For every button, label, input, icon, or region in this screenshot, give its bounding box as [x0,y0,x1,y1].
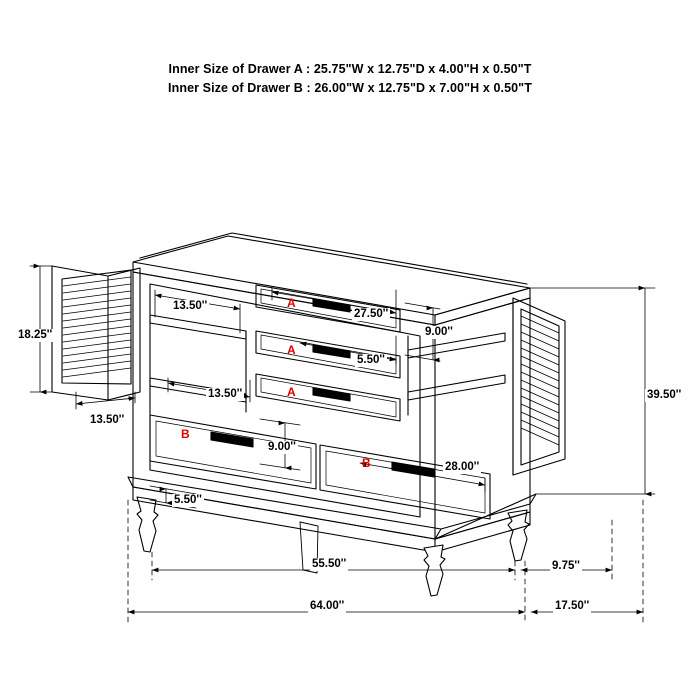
dim-left-door-depth: 13.50'' [90,414,125,426]
right-door-louvers [521,316,559,445]
dim-right-shelf-height: 9.00'' [425,326,453,338]
dim-right-leg-width: 9.75'' [552,560,580,572]
drawer-a-2-handle [313,345,350,358]
left-upper-shelf [150,315,246,339]
dim-drawer-b-height: 9.00'' [268,441,296,453]
dim-left-door-height: 18.25'' [18,329,53,341]
right-lower-shelf [408,375,505,400]
base-moulding-top [128,477,441,539]
dim-overall-width: 64.00'' [310,600,345,612]
inner-size-drawer-b-text: Inner Size of Drawer B : 26.00"W x 12.75"D x 7.00"H x 0.50"T [168,81,532,95]
leg-front-left [137,497,158,552]
inner-size-drawer-a-text: Inner Size of Drawer A : 25.75"W x 12.75"D x 4.00"H x 0.50"T [168,62,532,76]
dim-left-shelf-width: 13.50'' [173,300,208,312]
leg-front-center [424,545,445,596]
drawer-a-3-handle [313,388,350,401]
dim-center-width: 55.50'' [312,558,347,570]
drawer-label-b-1: B [181,427,190,441]
drawer-label-a-3: A [287,385,296,399]
dim-base-height: 5.50'' [174,494,202,506]
top-inner-line [140,233,527,284]
drawer-a-1-handle [313,299,350,312]
drawer-label-b-2: B [362,456,371,470]
top-right-edge [435,288,530,325]
base-moulding-right [435,494,536,539]
dim-drawer-a-top-width: 27.50'' [354,308,389,320]
drawer-label-a-2: A [287,343,296,357]
dim-drawer-a-middle-width: 5.50'' [357,354,385,366]
drawer-b-right [320,445,490,519]
left-door-louvers [63,277,131,377]
dim-drawer-b-right-width: 28.00'' [445,461,480,473]
drawer-label-a-1: A [287,296,296,310]
dim-right-overhang-width: 17.50'' [555,600,590,612]
dim-total-height: 39.50'' [647,389,682,401]
dim-lower-shelf-width: 13.50'' [208,388,243,400]
